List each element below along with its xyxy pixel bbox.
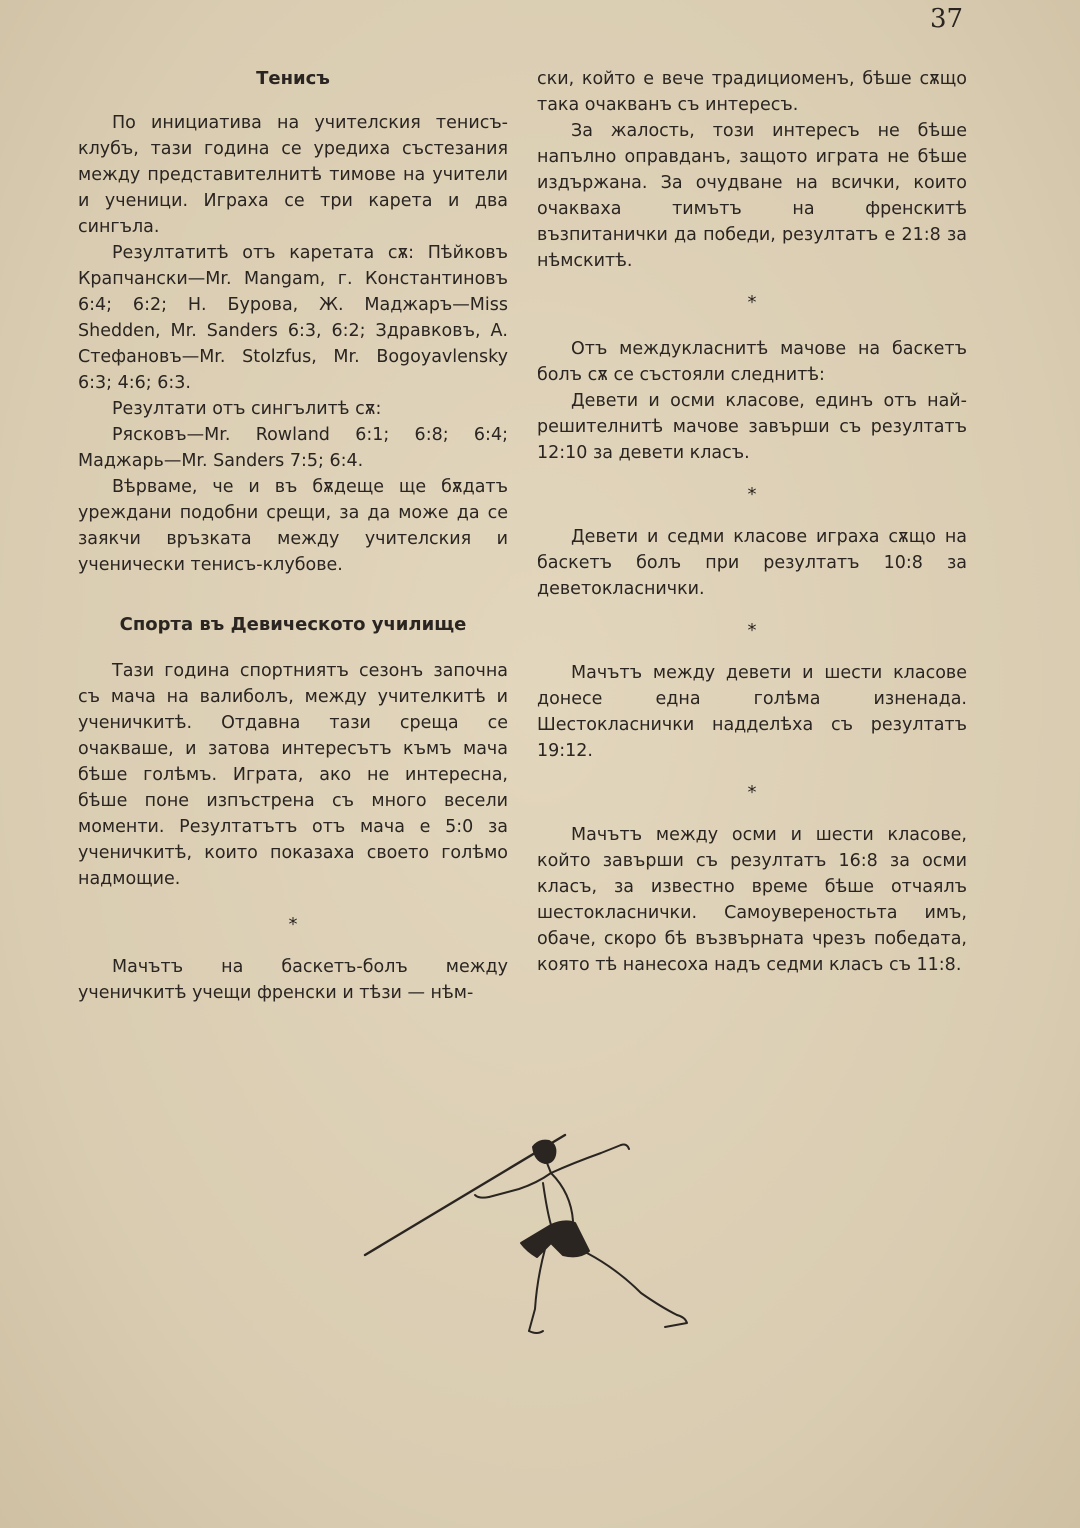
sport-paragraph: Тази година спортниятъ сезонъ започна съ мача на валиболъ, между учителкитѣ и ученичкитѣ. Отдавна тази среща се очакваше, и затова интересътъ къмъ мача бѣше голѣмъ. Играта, ако не интересна, бѣше поне изпъстрена съ много весели моменти. Резултатътъ отъ мача е 5:0 за ученичкитѣ, които показаха своето голѣмо надмощие.	[78, 661, 508, 889]
paragraph: Девети и осми класове, единъ отъ най-решителнитѣ мачове завърши съ резултатъ 12:10 за девети класъ.	[537, 391, 967, 463]
continuation-paragraph: ски, който е вече традициоменъ, бѣше сѫщо така очакванъ съ интересъ.	[537, 69, 967, 115]
tennis-paragraph: Вѣрваме, че и въ бѫдеще ще бѫдатъ уреждани подобни срещи, за да може да се заякчи връзката между учителския и ученически тенисъ-клубове.	[78, 477, 508, 575]
right-column	[537, 66, 967, 978]
paragraph: Мачътъ между девети и шести класове донесе една голѣма изненада. Шестокласнички надделѣха съ резултатъ 19:12.	[537, 663, 967, 761]
javelin-thrower-illustration	[355, 1125, 705, 1345]
paragraph: Девети и седми класове играха сѫщо на баскетъ болъ при резултатъ 10:8 за деветокласнички.	[537, 527, 967, 599]
tennis-paragraph: По инициатива на учителския тенисъ-клубъ, тази година се уредиха състезания между представителнитѣ тимове на учители и ученици. Играха се три карета и два сингъла.	[78, 113, 508, 237]
tennis-paragraph: Резултатитѣ отъ каретата сѫ: Пѣйковъ Крапчански—Mr. Mangam, г. Константиновъ 6:4; 6:2; Н. Бурова, Ж. Маджаръ—Miss Shedden, Mr. Sanders 6:3, 6:2; Здравковъ, А. Стефановъ—Mr. Stolzfus, Mr. Bogoyavlensky 6:3; 4:6; 6:3.	[78, 243, 508, 393]
section-star: *	[747, 782, 757, 803]
tennis-paragraph: Рясковъ—Mr. Rowland 6:1; 6:8; 6:4; Маджарь—Mr. Sanders 7:5; 6:4.	[78, 425, 508, 471]
tennis-paragraph: Резултати отъ сингълитѣ сѫ:	[112, 399, 382, 419]
paragraph: Мачътъ между осми и шести класове, който завърши съ резултатъ 16:8 за осми класъ, за известно време бѣше отчаялъ шестокласнички. Самоувереностьта имъ, обаче, скоро бѣ възвърната чрезъ победата, която тѣ нанесоха надъ седми класъ съ 11:8.	[537, 825, 967, 975]
section-star: *	[747, 620, 757, 641]
paragraph: Отъ междукласнитѣ мачове на баскетъ болъ сѫ се състояли следнитѣ:	[537, 339, 967, 385]
paragraph: За жалость, този интересъ не бѣше напълно оправданъ, защото играта не бѣше издържана. За очудване на всички, които очакваха тимътъ на френскитѣ възпитанички да победи, резултатъ е 21:8 за нѣмскитѣ.	[537, 121, 967, 271]
page-number: 37	[930, 4, 964, 34]
left-column	[78, 66, 508, 1006]
tennis-heading: Тенисъ	[256, 68, 330, 89]
sport-heading: Спорта въ Девическото училище	[119, 614, 467, 635]
section-star: *	[747, 292, 757, 313]
basket-paragraph: Мачътъ на баскетъ-болъ между ученичкитѣ учещи френски и тѣзи — нѣм-	[78, 957, 508, 1003]
section-star: *	[747, 484, 757, 505]
section-star: *	[288, 914, 298, 935]
